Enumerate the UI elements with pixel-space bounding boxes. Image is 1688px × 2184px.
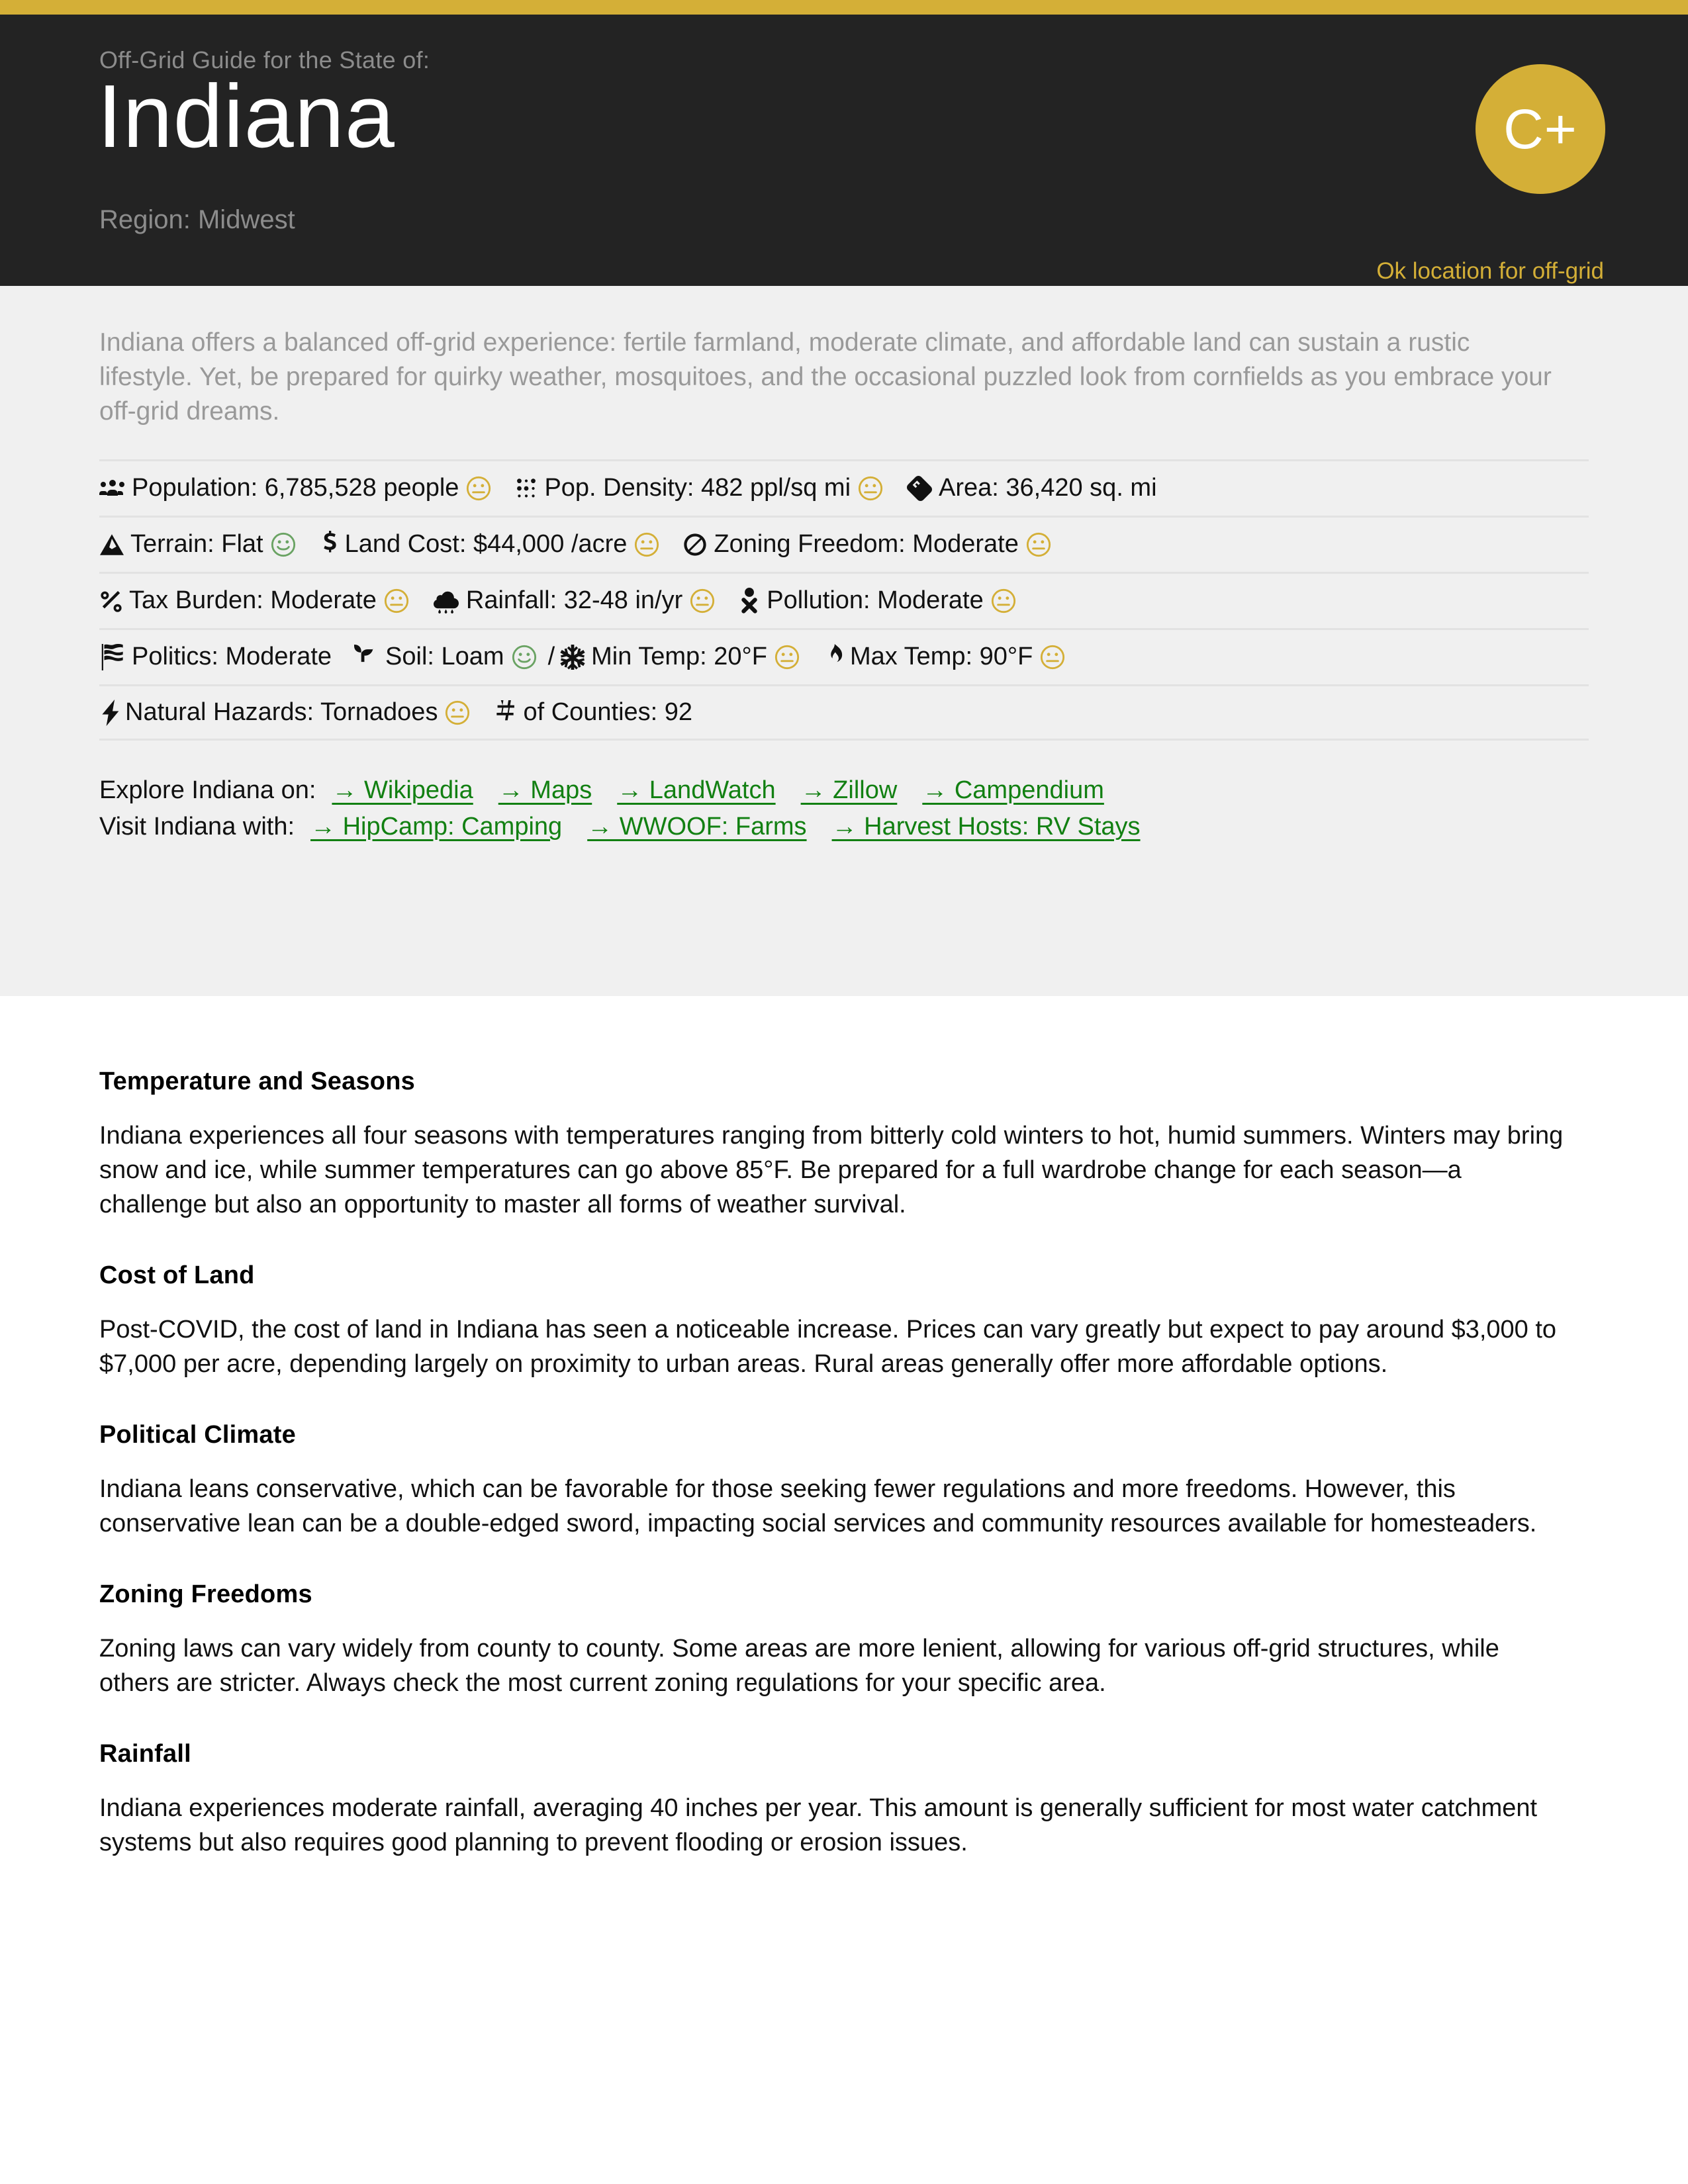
stat-separator: / bbox=[547, 643, 555, 671]
percent-icon bbox=[99, 588, 123, 614]
stat-item bbox=[99, 697, 471, 729]
stat-label: Soil: Loam bbox=[385, 643, 504, 671]
stat-label: Tax Burden: Moderate bbox=[129, 586, 377, 615]
content-section bbox=[99, 1740, 1589, 1860]
rating-meh-icon bbox=[689, 588, 716, 614]
content-section bbox=[99, 1580, 1589, 1700]
stat-row bbox=[99, 628, 1589, 684]
explore-links-row bbox=[99, 776, 1589, 805]
section-body: Indiana leans conservative, which can be favorable for those seeking fewer regulations and more freedoms. However, this conservative lean can be a double-edged sword, impacting social services and community resources available for homesteaders. bbox=[99, 1475, 1537, 1538]
rating-meh-icon bbox=[633, 531, 660, 558]
explore-link[interactable]: → Campendium bbox=[922, 776, 1104, 804]
braille-dots-icon bbox=[514, 477, 538, 500]
stat-item bbox=[99, 473, 492, 504]
stat-row bbox=[99, 572, 1589, 628]
visit-links-row bbox=[99, 813, 1589, 841]
grade-value: C+ bbox=[1503, 97, 1577, 160]
stat-label: Terrain: Flat bbox=[130, 530, 263, 559]
section-body: Indiana experiences all four seasons with temperatures ranging from bitterly cold winters to hot, humid summers. Winters may bring snow and ice, while summer temperatures can go above 85°F. Be prepared for a full wardrobe change for each season—a challenge but also an opportunity to master all forms of weather survival. bbox=[99, 1122, 1564, 1219]
stat-label: Pop. Density: 482 ppl/sq mi bbox=[544, 474, 851, 502]
section-heading: Zoning Freedoms bbox=[99, 1580, 312, 1609]
fire-icon bbox=[823, 644, 844, 670]
explore-link[interactable]: → Wikipedia bbox=[332, 776, 473, 804]
stat-item bbox=[823, 641, 1066, 673]
ruler-icon bbox=[906, 476, 933, 501]
users-icon bbox=[99, 476, 126, 501]
stat-row bbox=[99, 684, 1589, 741]
grade-caption: Ok location for off-grid bbox=[1376, 258, 1604, 284]
stat-item bbox=[738, 585, 1016, 617]
stat-item bbox=[682, 529, 1051, 561]
stat-label: Max Temp: 90°F bbox=[849, 643, 1033, 671]
stat-label: Land Cost: $44,000 /acre bbox=[344, 530, 628, 559]
links-section bbox=[99, 776, 1589, 841]
stat-label: Pollution: Moderate bbox=[767, 586, 984, 615]
mountain-icon bbox=[99, 533, 124, 557]
info-panel bbox=[0, 286, 1688, 996]
content-section bbox=[99, 1068, 1589, 1222]
stat-item bbox=[99, 529, 297, 561]
visit-link[interactable]: → WWOOF: Farms bbox=[587, 812, 807, 841]
stat-label: Rainfall: 32-48 in/yr bbox=[465, 586, 683, 615]
rating-smile-icon bbox=[511, 644, 538, 670]
hash-icon bbox=[493, 700, 517, 725]
section-heading: Rainfall bbox=[99, 1740, 191, 1768]
content-section bbox=[99, 1421, 1589, 1541]
stat-item bbox=[493, 697, 692, 729]
section-body: Zoning laws can vary widely from county to county. Some areas are more lenient, allowing for various off-grid structures, while others are stricter. Always check the most current zoning regulations for your specific area. bbox=[99, 1635, 1499, 1698]
rating-meh-icon bbox=[857, 475, 884, 502]
page-header bbox=[0, 15, 1688, 286]
rating-meh-icon bbox=[774, 644, 800, 670]
rating-meh-icon bbox=[383, 588, 410, 614]
header-eyebrow: Off-Grid Guide for the State of: bbox=[99, 46, 430, 73]
intro-paragraph: Indiana offers a balanced off-grid experience: fertile farmland, moderate climate, and affordable land can sustain a rustic lifestyle. Yet, be prepared for quirky weather, mosquitoes, and the occasional puzzled look from cornfields as you embrace your off-grid dreams. bbox=[99, 328, 1552, 426]
rating-meh-icon bbox=[1039, 644, 1066, 670]
ban-icon bbox=[682, 532, 708, 557]
visit-link[interactable]: → Harvest Hosts: RV Stays bbox=[831, 812, 1141, 841]
grade-badge bbox=[1476, 64, 1605, 194]
stat-row bbox=[99, 459, 1589, 516]
explore-link[interactable]: → LandWatch bbox=[617, 776, 776, 804]
cloud-rain-icon bbox=[432, 588, 460, 614]
flag-usa-icon bbox=[99, 644, 126, 670]
visit-link[interactable]: → HipCamp: Camping bbox=[310, 812, 563, 841]
section-body: Indiana experiences moderate rainfall, averaging 40 inches per year. This amount is generally sufficient for most water catchment systems but also requires good planning to prevent flooding or erosion issues. bbox=[99, 1794, 1538, 1857]
explore-link[interactable]: → Maps bbox=[498, 776, 592, 804]
rating-meh-icon bbox=[444, 700, 471, 726]
stat-label: Natural Hazards: Tornadoes bbox=[125, 698, 438, 726]
top-accent-bar bbox=[0, 0, 1688, 15]
stat-item bbox=[99, 585, 410, 617]
stat-label: Politics: Moderate bbox=[132, 643, 332, 671]
rating-meh-icon bbox=[990, 588, 1017, 614]
stat-label: Min Temp: 20°F bbox=[591, 643, 767, 671]
header-region: Region: Midwest bbox=[99, 205, 295, 234]
stat-label: Population: 6,785,528 people bbox=[132, 474, 459, 502]
content-section bbox=[99, 1261, 1589, 1381]
seedling-icon bbox=[354, 645, 379, 670]
dollar-sign-icon bbox=[319, 531, 339, 559]
stats-table bbox=[99, 459, 1589, 741]
stat-label: of Counties: 92 bbox=[523, 698, 693, 726]
stat-item bbox=[319, 529, 661, 561]
biohazard-skull-icon bbox=[738, 588, 761, 614]
rating-meh-icon bbox=[1025, 531, 1052, 558]
stat-label: Zoning Freedom: Moderate bbox=[714, 530, 1019, 559]
visit-links-label: Visit Indiana with: bbox=[99, 812, 295, 841]
stat-label: Area: 36,420 sq. mi bbox=[939, 474, 1157, 502]
stat-item bbox=[354, 641, 538, 673]
stat-item bbox=[560, 641, 800, 673]
explore-link[interactable]: → Zillow bbox=[800, 776, 898, 804]
stat-item bbox=[514, 473, 884, 504]
stat-row bbox=[99, 516, 1589, 572]
snowflake-icon bbox=[560, 645, 585, 670]
section-heading: Cost of Land bbox=[99, 1261, 255, 1290]
rating-meh-icon bbox=[465, 475, 492, 502]
stat-item bbox=[906, 473, 1157, 504]
section-body: Post-COVID, the cost of land in Indiana has seen a noticeable increase. Prices can vary greatly but expect to pay around $3,000 to $7,000 per acre, depending largely on proximity to urban areas. Rural areas generally offer more affordable options. bbox=[99, 1316, 1557, 1379]
article-body bbox=[0, 996, 1688, 1860]
page-title: Indiana bbox=[97, 66, 395, 166]
bolt-icon bbox=[99, 700, 119, 726]
section-heading: Temperature and Seasons bbox=[99, 1068, 415, 1095]
stat-item bbox=[432, 585, 716, 617]
stat-item bbox=[99, 641, 332, 673]
rating-smile-icon bbox=[270, 531, 297, 558]
section-heading: Political Climate bbox=[99, 1421, 296, 1449]
explore-links-label: Explore Indiana on: bbox=[99, 776, 316, 804]
